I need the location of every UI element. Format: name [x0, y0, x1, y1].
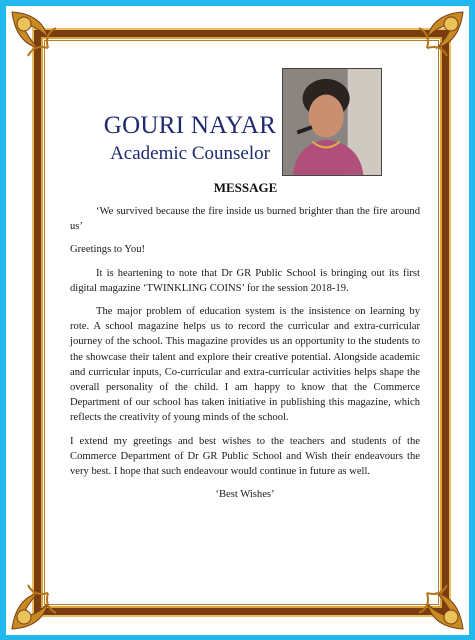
- ornamental-corner-icon: [8, 8, 76, 76]
- person-name: GOURI NAYAR: [103, 112, 277, 139]
- ornamental-corner-icon: [399, 565, 467, 633]
- message-paragraph: I extend my greetings and best wishes to the teachers and students of the Commerce Department of Dr GR Public School and Wish their endeavours the very best. I hope that such endeavour would continue in future as well.: [70, 435, 420, 478]
- portrait-photo: [282, 68, 382, 176]
- page: [6, 6, 469, 635]
- ornamental-corner-icon: [399, 8, 467, 76]
- message-quote: ‘We survived because the fire inside us burned brighter than the fire around us’: [70, 206, 420, 233]
- ornamental-corner-icon: [8, 565, 76, 633]
- message-greeting: Greetings to You!: [70, 244, 146, 256]
- message-paragraph: It is heartening to note that Dr GR Public School is bringing out its first digital magazine ‘TWINKLING COINS’ for the session 2018-19.: [70, 267, 420, 294]
- person-role: Academic Counselor: [110, 143, 270, 164]
- message-paragraph: The major problem of education system is the insistence on learning by rote. A school magazine helps us to record the curricular and extra-curricular journey of the school. This magazine provides us an opportunity to the students to the showcase their talent and explore their creative potential. Alongside academic and curricular inputs, Co-curricular and extra-curricular activities helps shape the overall personality of the child. I am happy to know that the Commerce Department of our school has taken initiative in publishing this magazine, which reflects the creativity of young minds of the school.: [70, 306, 420, 424]
- message-body: [70, 204, 420, 510]
- message-closing: ‘Best Wishes’: [215, 489, 275, 501]
- message-heading: MESSAGE: [213, 180, 278, 195]
